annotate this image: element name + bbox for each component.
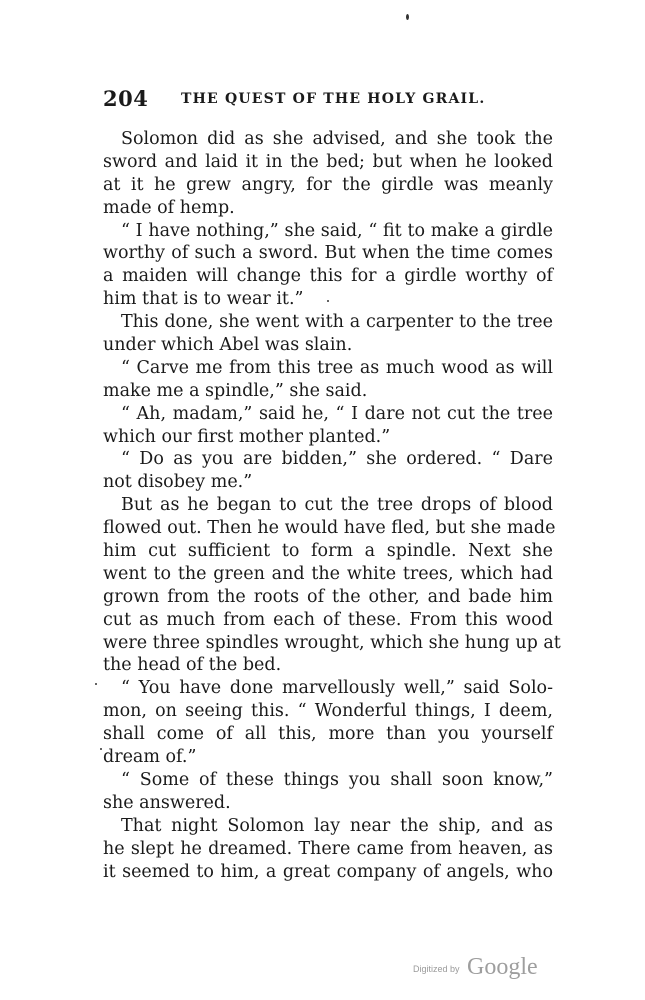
digitized-prefix: Digitized by [413, 964, 460, 974]
text-line: the head of the bed. [103, 655, 282, 676]
scan-speck [327, 300, 329, 302]
page-header [103, 86, 553, 112]
text-line: But as he began to cut the tree drops of blood [121, 495, 553, 516]
text-line: That night Solomon lay near the ship, and as [121, 815, 553, 836]
text-line: she answered. [103, 792, 231, 813]
scan-speck [406, 14, 409, 20]
text-line: “ Carve me from this tree as much wood as will [121, 357, 553, 378]
text-line: make me a spindle,” she said. [103, 380, 368, 401]
text-line: him cut sufficient to form a spindle. Next she [103, 541, 553, 562]
digitized-watermark [413, 954, 548, 984]
text-line: “ I have nothing,” she said, “ fit to make a girdle [121, 220, 553, 241]
running-title: THE QUEST OF THE HOLY GRAIL. [181, 91, 486, 107]
text-line: grown from the roots of the other, and bade him [103, 586, 553, 607]
scan-speck [100, 748, 102, 750]
text-line: cut as much from each of these. From this wood [103, 609, 553, 630]
text-line: flowed out. Then he would have fled, but she made [103, 518, 556, 539]
text-line: This done, she went with a carpenter to the tree [121, 312, 553, 333]
text-line: he slept he dreamed. There came from heaven, as [103, 838, 553, 859]
text-line: which our first mother planted.” [103, 426, 391, 447]
text-line: went to the green and the white trees, which had [103, 563, 553, 584]
text-line: under which Abel was slain. [103, 335, 353, 356]
text-line: him that is to wear it.” [103, 289, 304, 310]
text-line: “ Some of these things you shall soon know,” [121, 769, 553, 790]
text-line: a maiden will change this for a girdle worthy of [103, 266, 553, 287]
text-line: “ Ah, madam,” said he, “ I dare not cut the tree [121, 403, 553, 424]
text-line: at it he grew angry, for the girdle was meanly [103, 174, 553, 195]
text-line: were three spindles wrought, which she hung up at [103, 632, 561, 653]
text-line: “ Do as you are bidden,” she ordered. “ Dare [121, 449, 553, 470]
text-line: sword and laid it in the bed; but when he looked [103, 151, 553, 172]
text-line: it seemed to him, a great company of angels, who [103, 861, 553, 882]
text-line: not disobey me.” [103, 472, 253, 493]
google-logo: Google [467, 954, 538, 980]
text-line: worthy of such a sword. But when the time comes [103, 243, 553, 264]
text-line: Solomon did as she advised, and she took the [121, 129, 553, 149]
text-line: dream of.” [103, 747, 197, 768]
body-text [103, 128, 561, 883]
text-line: shall come of all this, more than you yourself [103, 724, 553, 745]
page-number: 204 [103, 86, 149, 111]
text-line: made of hemp. [103, 197, 235, 218]
text-line: mon, on seeing this. “ Wonderful things, I deem, [103, 701, 553, 722]
scan-speck [95, 683, 97, 685]
text-line: “ You have done marvellously well,” said Solo- [121, 678, 553, 699]
